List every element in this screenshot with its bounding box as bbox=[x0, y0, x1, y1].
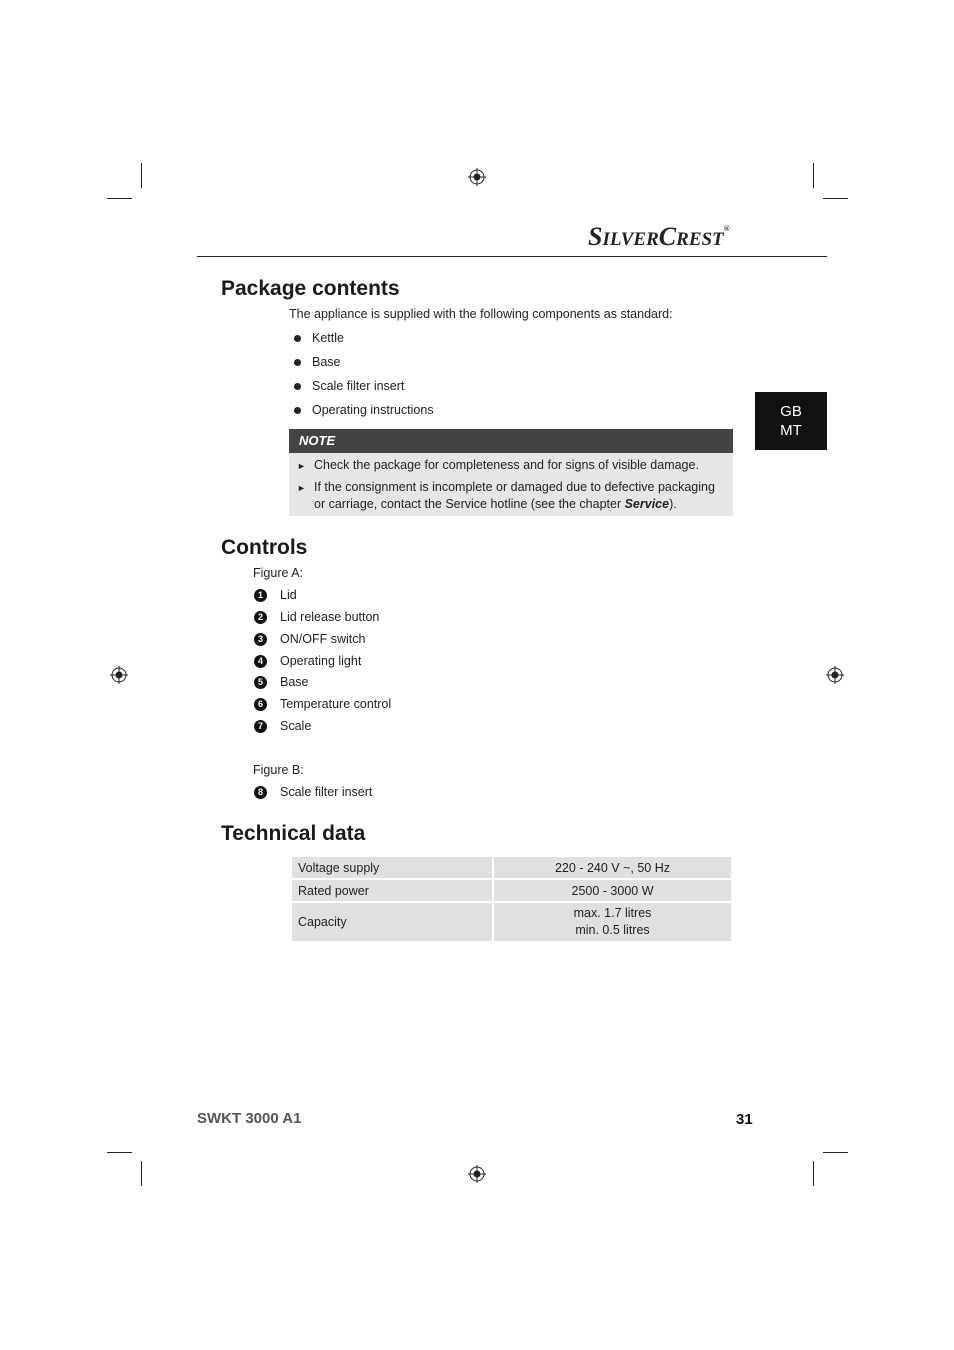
table-cell-value: 220 - 240 V ~, 50 Hz bbox=[494, 857, 731, 878]
crop-mark bbox=[823, 1152, 848, 1153]
registration-mark-icon bbox=[826, 666, 844, 684]
callout-number: 8 bbox=[254, 786, 267, 799]
language-tab bbox=[755, 392, 827, 450]
callout-number: 4 bbox=[254, 655, 267, 668]
footer-model: SWKT 3000 A1 bbox=[197, 1110, 302, 1127]
chapter-reference: Service bbox=[624, 497, 670, 511]
callout-number: 3 bbox=[254, 633, 267, 646]
header-rule bbox=[197, 256, 827, 257]
table-cell-label: Rated power bbox=[292, 880, 492, 901]
table-row bbox=[292, 857, 731, 878]
bullet-icon bbox=[294, 383, 301, 390]
arrow-right-icon: ► bbox=[297, 461, 306, 471]
registration-mark-icon bbox=[468, 1165, 486, 1183]
list-item: Base bbox=[312, 355, 341, 369]
crop-mark bbox=[141, 1161, 142, 1186]
control-label: Temperature control bbox=[280, 697, 392, 711]
section-title-technical: Technical data bbox=[221, 822, 366, 845]
section-title-package: Package contents bbox=[221, 277, 400, 300]
crop-mark bbox=[813, 163, 814, 188]
bullet-icon bbox=[294, 335, 301, 342]
brand-logo: SILVERCREST® bbox=[588, 222, 730, 251]
control-label: ON/OFF switch bbox=[280, 632, 366, 646]
language-code: GB bbox=[780, 403, 802, 420]
language-code: MT bbox=[780, 422, 802, 439]
callout-number: 1 bbox=[254, 589, 267, 602]
callout-number: 7 bbox=[254, 720, 267, 733]
note-item-continued: or carriage, contact the Service hotline (see the chapter Service). bbox=[314, 497, 677, 511]
table-cell-label: Voltage supply bbox=[292, 857, 492, 878]
registration-mark-icon bbox=[468, 168, 486, 186]
control-label: Operating light bbox=[280, 654, 362, 668]
arrow-right-icon: ► bbox=[297, 483, 306, 493]
table-row bbox=[292, 880, 731, 901]
list-item: Scale filter insert bbox=[312, 379, 405, 393]
bullet-icon bbox=[294, 359, 301, 366]
crop-mark bbox=[141, 163, 142, 188]
capacity-min: min. 0.5 litres bbox=[575, 923, 650, 937]
page-number: 31 bbox=[736, 1111, 753, 1128]
capacity-max: max. 1.7 litres bbox=[573, 906, 652, 920]
note-item: Check the package for completeness and for signs of visible damage. bbox=[314, 458, 699, 472]
table-cell-label: Capacity bbox=[292, 903, 492, 941]
section-title-controls: Controls bbox=[221, 536, 308, 559]
package-intro: The appliance is supplied with the following components as standard: bbox=[289, 307, 673, 321]
figure-label: Figure B: bbox=[253, 763, 304, 777]
registration-mark-icon bbox=[110, 666, 128, 684]
table-row bbox=[292, 903, 731, 941]
bullet-icon bbox=[294, 407, 301, 414]
figure-label: Figure A: bbox=[253, 566, 304, 580]
table-cell-value bbox=[494, 903, 731, 941]
table-cell-value: 2500 - 3000 W bbox=[494, 880, 731, 901]
technical-data-table bbox=[290, 855, 733, 943]
control-label: Lid bbox=[280, 588, 297, 602]
crop-mark bbox=[813, 1161, 814, 1186]
control-label: Lid release button bbox=[280, 610, 380, 624]
list-item: Operating instructions bbox=[312, 403, 434, 417]
control-label: Scale bbox=[280, 719, 312, 733]
control-label: Scale filter insert bbox=[280, 785, 373, 799]
note-header: NOTE bbox=[289, 429, 733, 453]
crop-mark bbox=[823, 198, 848, 199]
callout-number: 6 bbox=[254, 698, 267, 711]
crop-mark bbox=[107, 198, 132, 199]
callout-number: 2 bbox=[254, 611, 267, 624]
list-item: Kettle bbox=[312, 331, 344, 345]
note-item: If the consignment is incomplete or damaged due to defective packaging bbox=[314, 480, 715, 494]
callout-number: 5 bbox=[254, 676, 267, 689]
crop-mark bbox=[107, 1152, 132, 1153]
control-label: Base bbox=[280, 675, 309, 689]
